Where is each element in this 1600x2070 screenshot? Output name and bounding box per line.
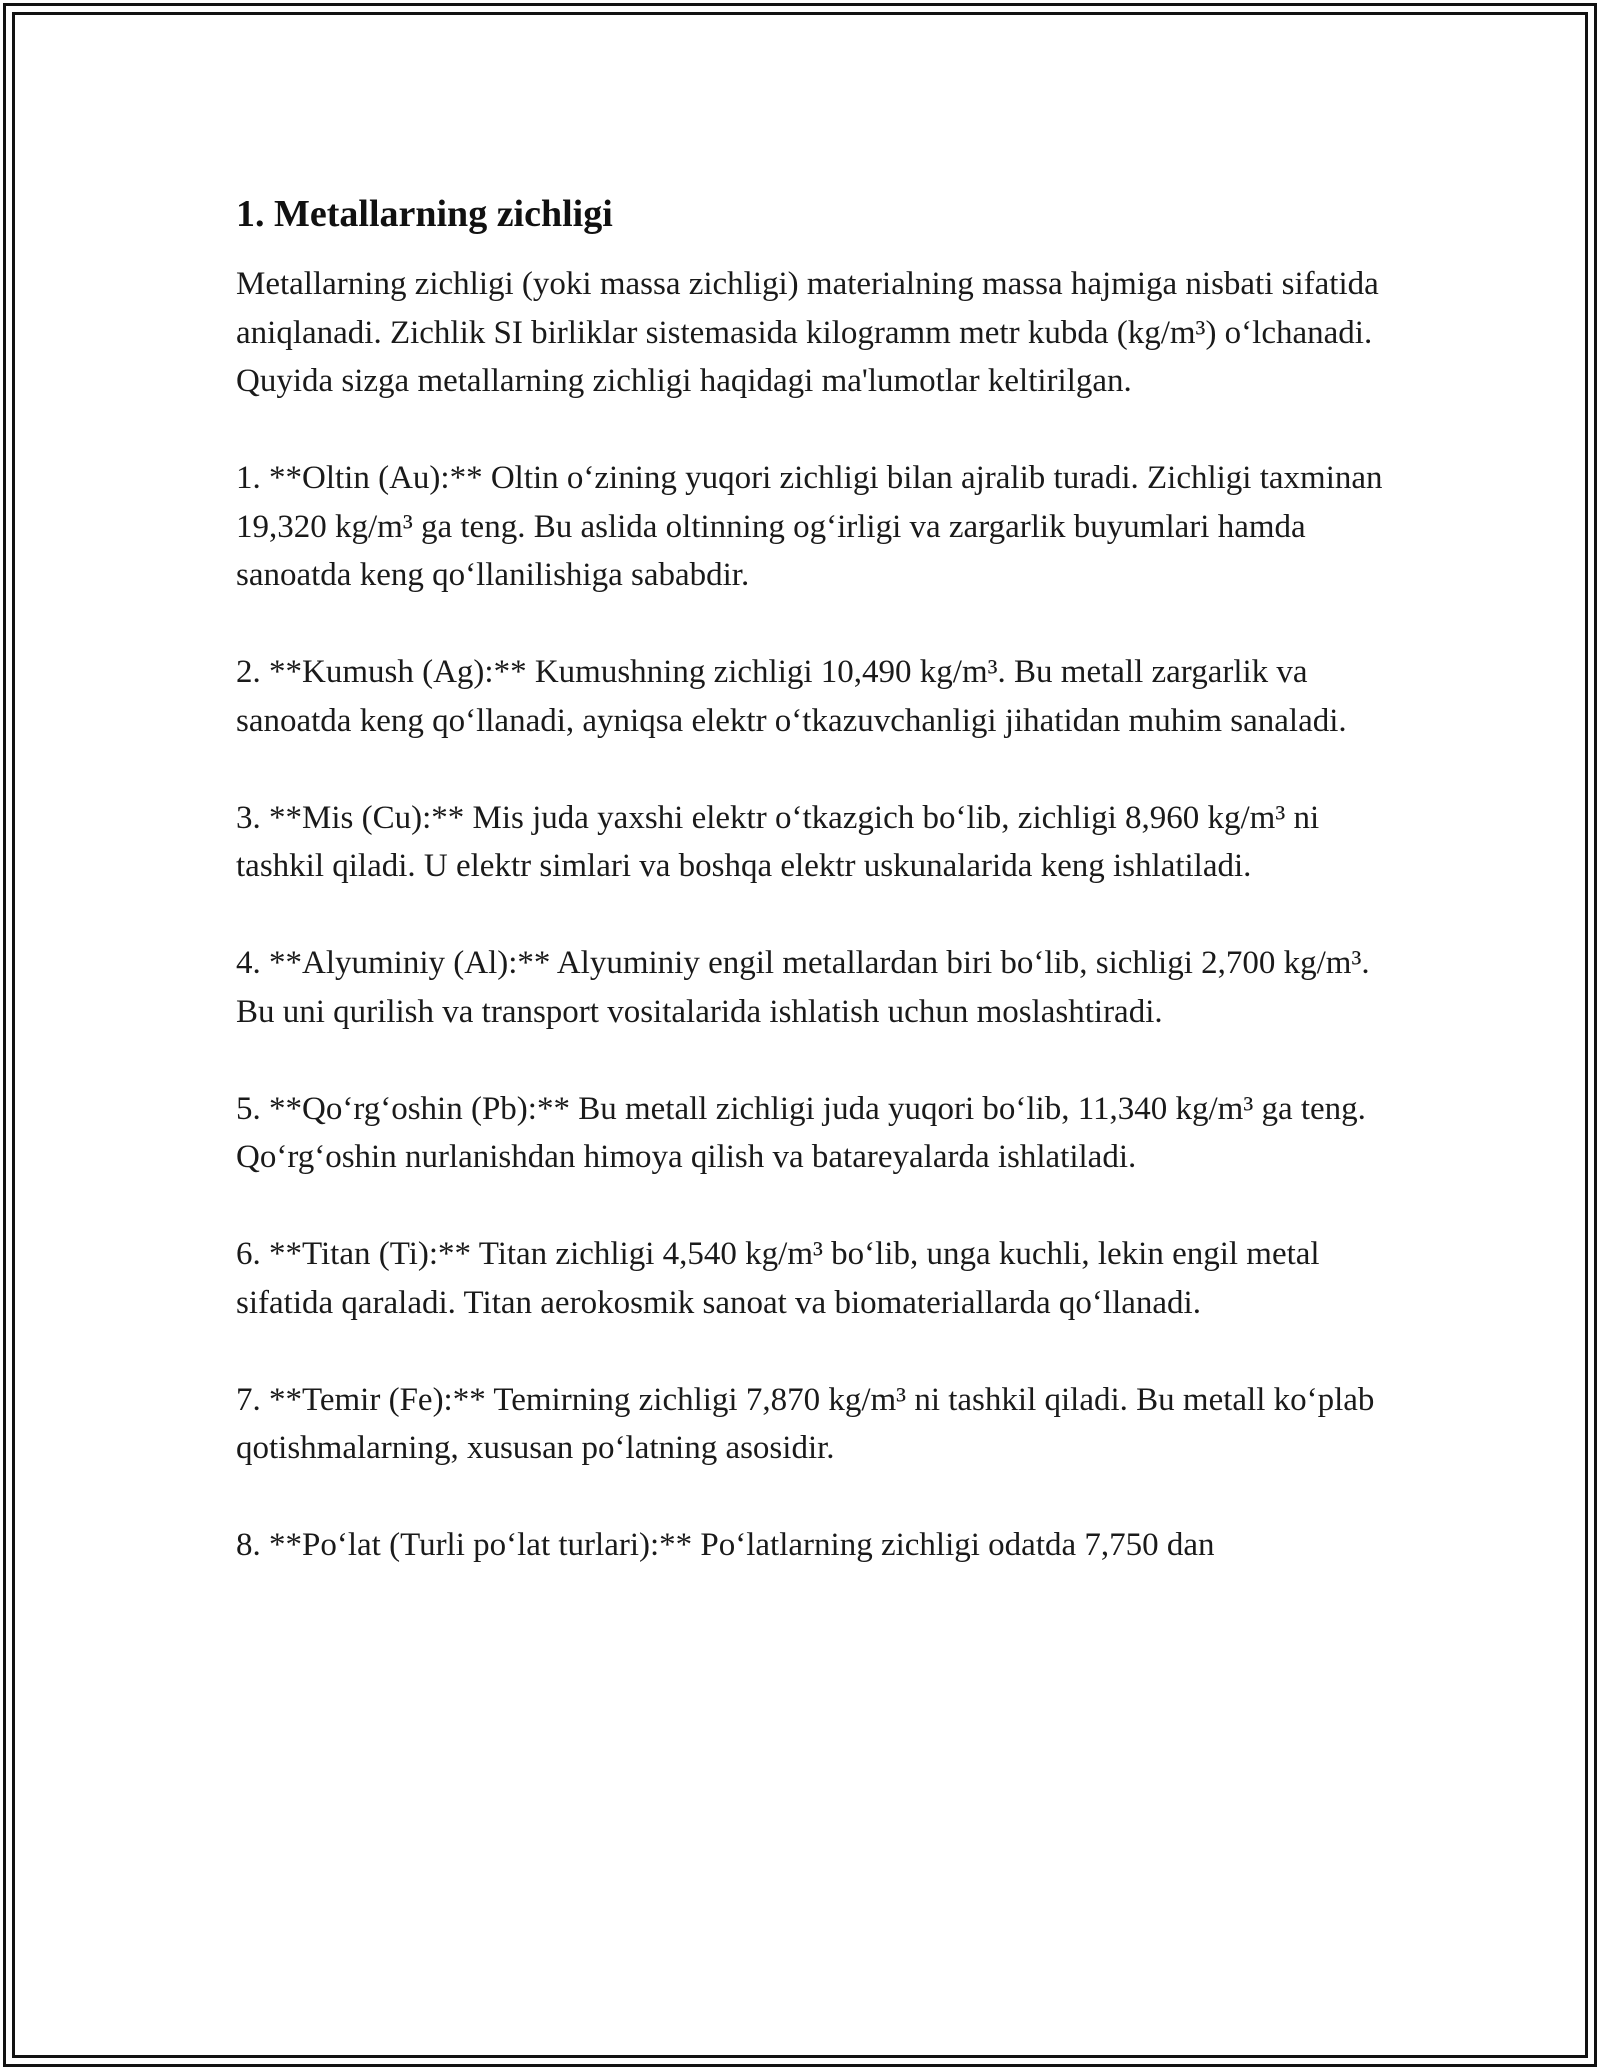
document-title: 1. Metallarning zichligi [236, 193, 613, 235]
list-item-copper: 3. **Mis (Cu):** Mis juda yaxshi elektr o‘tkazgich bo‘lib, zichligi 8,960 kg/m³ ni tashkil qiladi. U elektr simlari va boshqa elektr uskunalarida keng ishlatiladi. [236, 799, 1320, 884]
list-item-titanium: 6. **Titan (Ti):** Titan zichligi 4,540 kg/m³ bo‘lib, unga kuchli, lekin engil metal sifatida qaraladi. Titan aerokosmik sanoat va biomateriallarda qo‘llanadi. [236, 1236, 1320, 1321]
list-item-aluminium: 4. **Alyuminiy (Al):** Alyuminiy engil metallardan biri bo‘lib, sichligi 2,700 kg/m³. Bu uni qurilish va transport vositalarida ishlatish uchun moslashtiradi. [236, 945, 1370, 1030]
list-item-gold: 1. **Oltin (Au):** Oltin o‘zining yuqori zichligi bilan ajralib turadi. Zichligi taxminan 19,320 kg/m³ ga teng. Bu aslida oltinning og‘irligi va zargarlik buyumlari hamda sanoatda keng qo‘llanilishiga sababdir. [236, 460, 1383, 593]
intro-paragraph: Metallarning zichligi (yoki massa zichligi) materialning massa hajmiga nisbati sifatida aniqlanadi. Zichlik SI birliklar sistemasida kilogramm metr kubda (kg/m³) o‘lchanadi. Quyida sizga metallarning zichligi haqidagi ma'lumotlar keltirilgan. [236, 266, 1379, 399]
document-body [236, 186, 1386, 1618]
list-item-steel: 8. **Po‘lat (Turli po‘lat turlari):** Po‘latlarning zichligi odatda 7,750 dan [236, 1527, 1215, 1563]
list-item-lead: 5. **Qo‘rg‘oshin (Pb):** Bu metall zichligi juda yuqori bo‘lib, 11,340 kg/m³ ga teng. Qo‘rg‘oshin nurlanishdan himoya qilish va batareyalarda ishlatiladi. [236, 1090, 1366, 1175]
list-item-iron: 7. **Temir (Fe):** Temirning zichligi 7,870 kg/m³ ni tashkil qiladi. Bu metall ko‘plab qotishmalarning, xususan po‘latning asosidir. [236, 1381, 1375, 1466]
list-item-silver: 2. **Kumush (Ag):** Kumushning zichligi 10,490 kg/m³. Bu metall zargarlik va sanoatda keng qo‘llanadi, ayniqsa elektr o‘tkazuvchanligi jihatidan muhim sanaladi. [236, 654, 1347, 739]
